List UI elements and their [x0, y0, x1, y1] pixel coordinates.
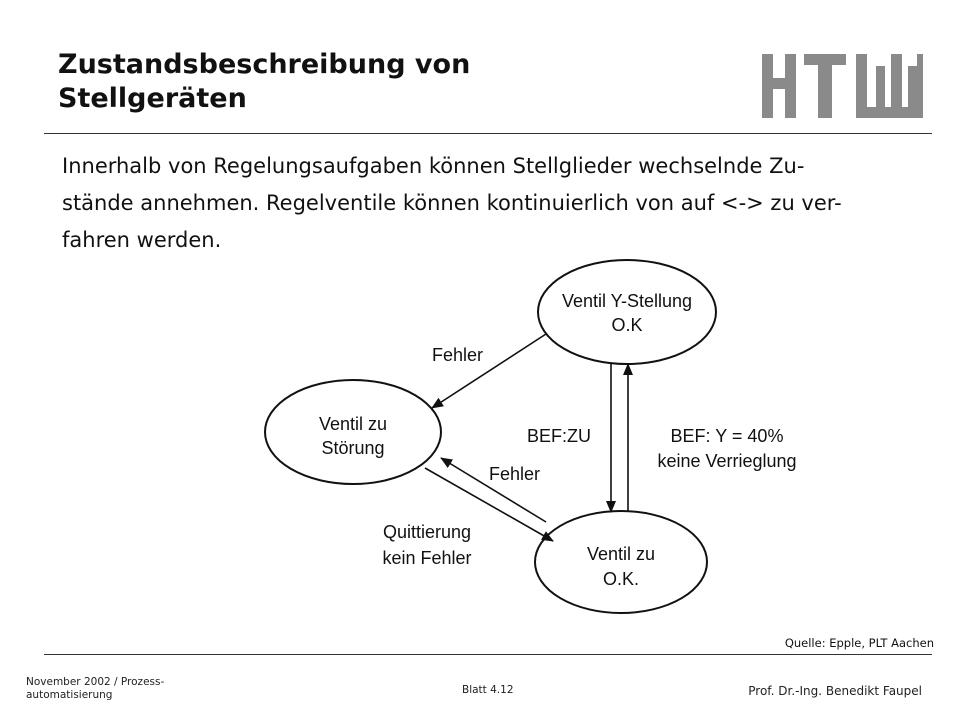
label-fehler-middle: Fehler — [489, 464, 541, 484]
label-quittierung-1: Quittierung — [382, 522, 472, 542]
label-bef-zu: BEF:ZU — [527, 426, 592, 446]
body-line-2: stände annehmen. Regelventile können kontinuierlich von auf <-> zu ver- — [62, 191, 842, 215]
state-closed-label-2: O.K. — [602, 569, 640, 589]
state-ok-label-2: O.K — [611, 315, 643, 335]
state-ventil-y-stellung-ok — [538, 260, 716, 364]
label-quittierung-2: kein Fehler — [382, 548, 472, 568]
label-fehler-top: Fehler — [432, 345, 484, 365]
state-fault-label-2: Störung — [321, 438, 385, 458]
source-citation: Quelle: Epple, PLT Aachen — [784, 636, 934, 650]
body-line-1: Innerhalb von Regelungsaufgaben können Stellglieder wechselnde Zu- — [62, 154, 805, 178]
title-line-2: Stellgeräten — [58, 83, 247, 114]
label-bef-y-2: keine Verrieglung — [657, 451, 797, 471]
footer-divider — [44, 654, 932, 655]
footer-author: Prof. Dr.-Ing. Benedikt Faupel — [748, 684, 922, 698]
footer-date-line-2: automatisierung — [26, 689, 113, 701]
state-fault-label-1: Ventil zu — [318, 414, 388, 434]
footer-page-number: Blatt 4.12 — [462, 684, 514, 696]
body-line-3: fahren werden. — [62, 228, 222, 252]
footer-date — [26, 676, 226, 702]
state-ok-label-1: Ventil Y-Stellung — [561, 291, 693, 311]
state-closed-label-1: Ventil zu — [586, 544, 656, 564]
label-bef-y-1: BEF: Y = 40% — [670, 426, 784, 446]
footer-date-line-1: November 2002 / Prozess- — [26, 676, 165, 688]
title-line-1: Zustandsbeschreibung von — [58, 49, 471, 80]
